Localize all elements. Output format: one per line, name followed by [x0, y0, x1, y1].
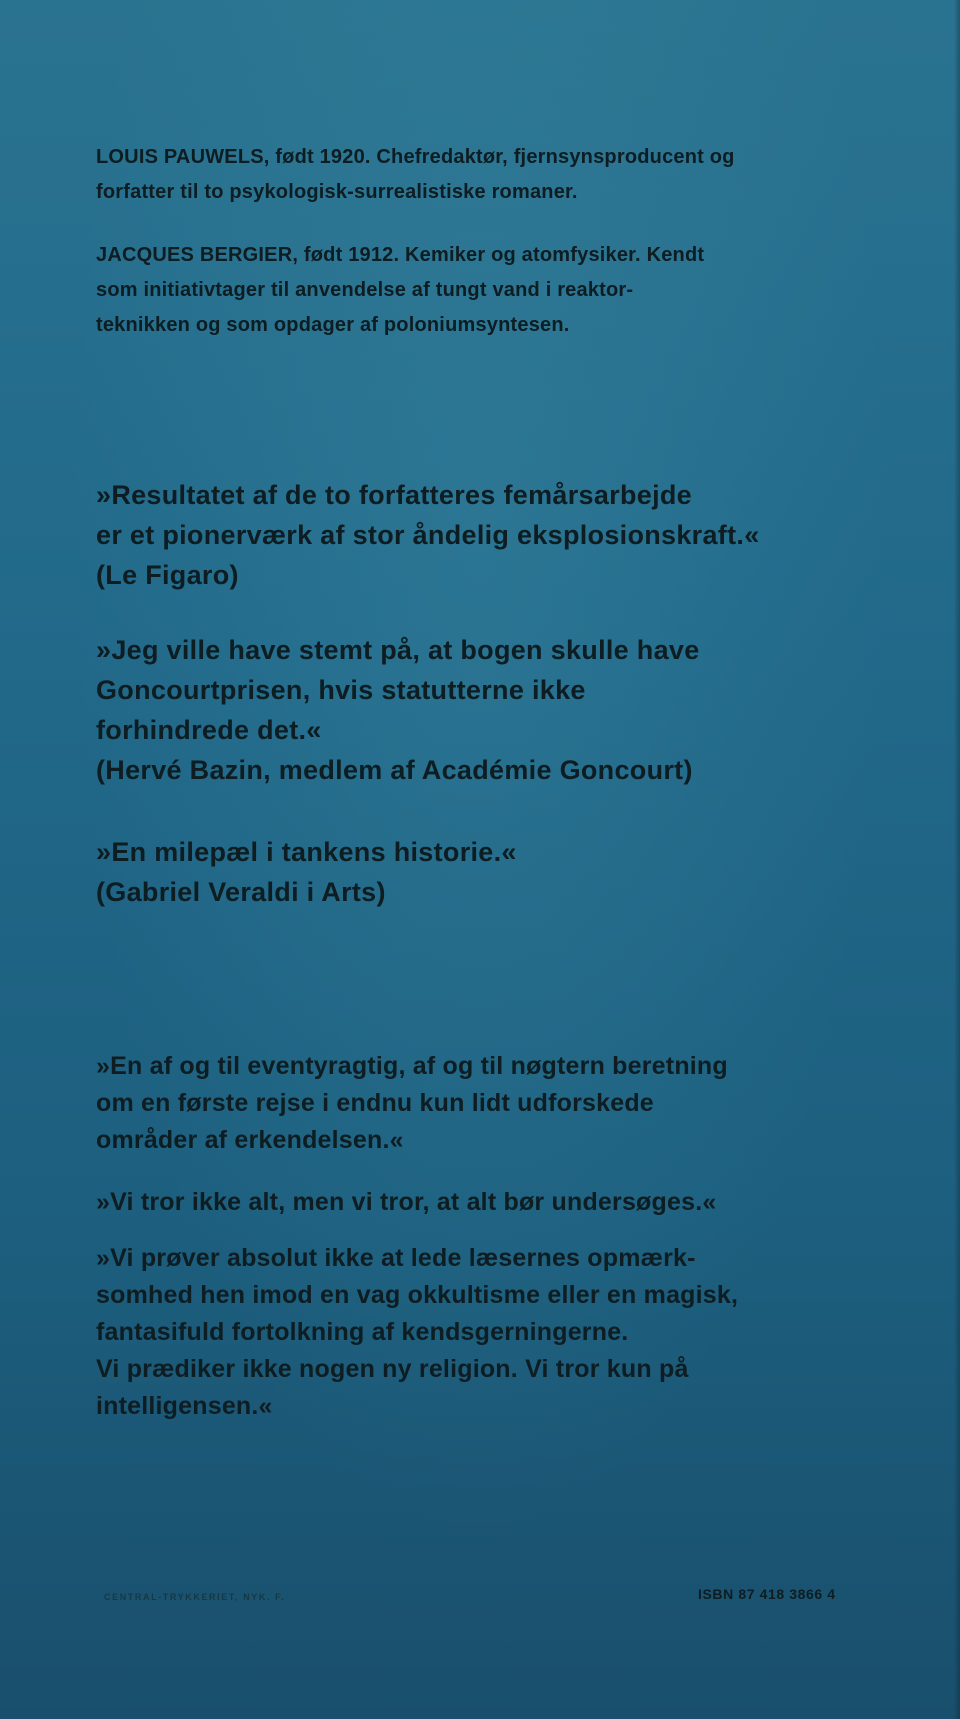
author-bio-pauwels — [96, 140, 886, 210]
quote-line: »En af og til eventyragtig, af og til nøgtern beretning — [96, 1052, 728, 1080]
quote-line: forhindrede det.« — [96, 715, 322, 745]
quote-line: fantasifuld fortolkning af kendsgerningerne. — [96, 1318, 629, 1346]
quote-source: (Gabriel Veraldi i Arts) — [96, 877, 386, 907]
author-quote-undersoges — [96, 1184, 886, 1221]
quote-line: »Resultatet af de to forfatteres femårsarbejde — [96, 480, 692, 510]
quote-line: »Vi prøver absolut ikke at lede læsernes opmærk- — [96, 1244, 696, 1272]
author-bio-bergier — [96, 238, 886, 343]
printer-imprint: CENTRAL-TRYKKERIET, NYK. F. — [104, 1592, 286, 1602]
bio-line: LOUIS PAUWELS, født 1920. Chefredaktør, fjernsynsproducent og — [96, 146, 735, 168]
quote-line: »Jeg ville have stemt på, at bogen skulle have — [96, 635, 700, 665]
quote-line: Vi prædiker ikke nogen ny religion. Vi tror kun på — [96, 1355, 689, 1383]
quote-line: »En milepæl i tankens historie.« — [96, 837, 517, 867]
author-quote-intelligensen — [96, 1240, 886, 1425]
bio-line: som initiativtager til anvendelse af tungt vand i reaktor- — [96, 279, 634, 301]
bio-line: teknikken og som opdager af poloniumsyntesen. — [96, 314, 570, 336]
quote-line: er et pionerværk af stor åndelig eksplosionskraft.« — [96, 520, 760, 550]
quote-line: »Vi tror ikke alt, men vi tror, at alt bør undersøges.« — [96, 1188, 717, 1216]
isbn-number: ISBN 87 418 3866 4 — [698, 1586, 836, 1602]
quote-line: Goncourtprisen, hvis statutterne ikke — [96, 675, 586, 705]
quote-source: (Le Figaro) — [96, 560, 239, 590]
cover-edge-shadow — [954, 0, 960, 1719]
quote-line: somhed hen imod en vag okkultisme eller en magisk, — [96, 1281, 739, 1309]
quote-line: intelligensen.« — [96, 1392, 273, 1420]
press-quote-le-figaro — [96, 475, 886, 595]
quote-source: (Hervé Bazin, medlem af Académie Goncourt) — [96, 755, 693, 785]
bio-line: JACQUES BERGIER, født 1912. Kemiker og atomfysiker. Kendt — [96, 244, 705, 266]
author-quote-beretning — [96, 1048, 886, 1159]
quote-line: områder af erkendelsen.« — [96, 1126, 404, 1154]
bio-line: forfatter til to psykologisk-surrealistiske romaner. — [96, 181, 578, 203]
press-quote-herve-bazin — [96, 630, 886, 790]
quote-line: om en første rejse i endnu kun lidt udforskede — [96, 1089, 654, 1117]
press-quote-veraldi — [96, 832, 886, 912]
